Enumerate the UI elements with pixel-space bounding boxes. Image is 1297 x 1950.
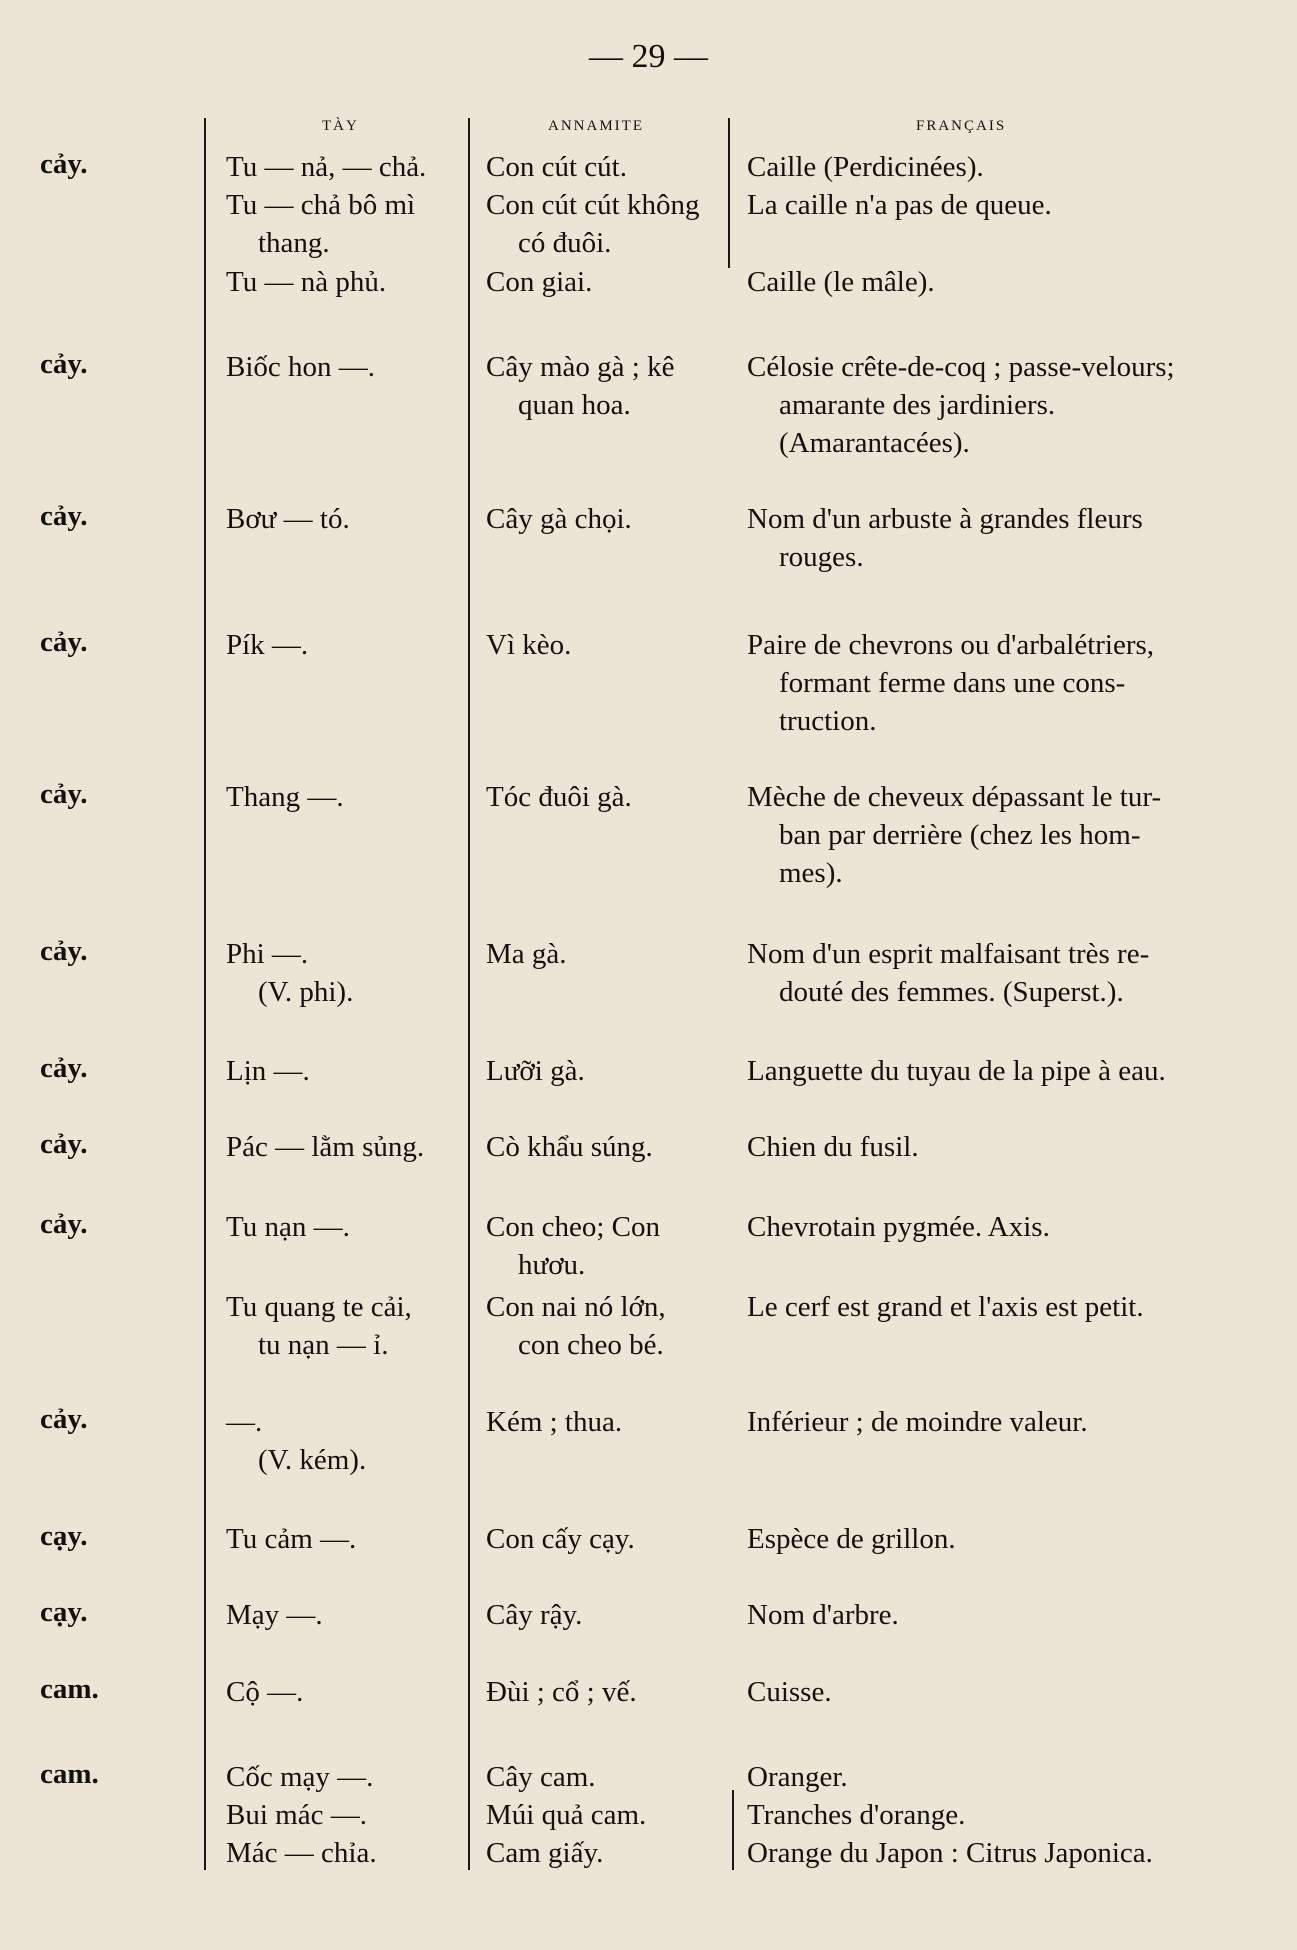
francais-cell xyxy=(747,1288,1247,1326)
francais-cell xyxy=(747,348,1247,462)
line-text: —. xyxy=(226,1406,263,1438)
francais-cell xyxy=(747,1758,1247,1796)
line-text: (V. kém). xyxy=(258,1444,367,1476)
tay-cell xyxy=(226,1834,471,1872)
annamite-cell xyxy=(486,778,731,816)
column-rule-right-bottom xyxy=(732,1790,734,1870)
tay-cell xyxy=(226,935,471,1011)
entry-headword: cảy. xyxy=(40,1052,88,1084)
line-text: Inférieur ; de moindre valeur. xyxy=(747,1406,1088,1438)
line-text: Lịn —. xyxy=(226,1055,310,1087)
tay-cell xyxy=(226,1520,471,1558)
line-text: Orange du Japon : Citrus Japonica. xyxy=(747,1837,1153,1869)
line-text: Nom d'un esprit malfaisant très re- xyxy=(747,938,1150,970)
line-text: Con cút cút. xyxy=(486,151,627,183)
line-text: Pík —. xyxy=(226,629,309,661)
column-rule-left xyxy=(204,118,206,1870)
tay-cell xyxy=(226,263,471,301)
line-text: (V. phi). xyxy=(258,976,354,1008)
francais-cell xyxy=(747,186,1247,224)
line-text: Chevrotain pygmée. Axis. xyxy=(747,1211,1050,1243)
line-text: Ma gà. xyxy=(486,938,567,970)
line-text: quan hoa. xyxy=(518,389,631,421)
line-text: Espèce de grillon. xyxy=(747,1523,956,1555)
line-text: Tu quang te cải, xyxy=(226,1291,412,1323)
annamite-cell xyxy=(486,1520,731,1558)
line-text: Cò khẩu súng. xyxy=(486,1131,653,1163)
annamite-cell xyxy=(486,500,731,538)
francais-cell xyxy=(747,263,1247,301)
line-text: Con cút cút không xyxy=(486,189,700,221)
line-text: Caille (le mâle). xyxy=(747,266,935,298)
line-text: Célosie crête-de-coq ; passe-velours; xyxy=(747,351,1175,383)
entry-headword: cạy. xyxy=(40,1520,88,1552)
annamite-cell xyxy=(486,1758,731,1796)
line-text: Cây mào gà ; kê xyxy=(486,351,675,383)
line-text: Con cấy cạy. xyxy=(486,1523,635,1555)
francais-cell xyxy=(747,1128,1247,1166)
tay-cell xyxy=(226,1052,471,1090)
entry-headword: cảy. xyxy=(40,348,88,380)
francais-cell xyxy=(747,1520,1247,1558)
line-text: con cheo bé. xyxy=(518,1329,664,1361)
francais-cell xyxy=(747,1208,1247,1246)
francais-cell xyxy=(747,935,1247,1011)
line-text: Con nai nó lớn, xyxy=(486,1291,666,1323)
line-text: mes). xyxy=(779,857,843,889)
entry-headword: cảy. xyxy=(40,148,88,180)
column-rule-right xyxy=(728,118,730,268)
tay-cell xyxy=(226,348,471,386)
line-text: Bơư — tó. xyxy=(226,503,350,535)
line-text: Phi —. xyxy=(226,938,309,970)
line-text: tu nạn — ỉ. xyxy=(258,1329,389,1361)
line-text: Tu — nà phủ. xyxy=(226,266,387,298)
line-text: Tu — chả bô mì xyxy=(226,189,416,221)
annamite-cell xyxy=(486,1128,731,1166)
line-text: Paire de chevrons ou d'arbalétriers, xyxy=(747,629,1155,661)
line-text: Cuisse. xyxy=(747,1676,832,1708)
tay-cell xyxy=(226,1403,471,1479)
annamite-cell xyxy=(486,148,731,186)
column-header-francais: FRANÇAIS xyxy=(916,118,1007,134)
annamite-cell xyxy=(486,626,731,664)
line-text: Tóc đuôi gà. xyxy=(486,781,632,813)
francais-cell xyxy=(747,500,1247,576)
line-text: Tu cảm —. xyxy=(226,1523,357,1555)
line-text: Tranches d'orange. xyxy=(747,1799,966,1831)
tay-cell xyxy=(226,626,471,664)
line-text: có đuôi. xyxy=(518,227,612,259)
tay-cell xyxy=(226,1208,471,1246)
line-text: Pác — lằm sủng. xyxy=(226,1131,425,1163)
line-text: formant ferme dans une cons- xyxy=(779,667,1126,699)
tay-cell xyxy=(226,500,471,538)
entry-headword: cam. xyxy=(40,1758,99,1790)
line-text: La caille n'a pas de queue. xyxy=(747,189,1052,221)
tay-cell xyxy=(226,148,471,186)
entry-headword: cạy. xyxy=(40,1596,88,1628)
annamite-cell xyxy=(486,1052,731,1090)
tay-cell xyxy=(226,1796,471,1834)
annamite-cell xyxy=(486,1796,731,1834)
line-text: Biốc hon —. xyxy=(226,351,376,383)
tay-cell xyxy=(226,1288,471,1364)
line-text: Nom d'arbre. xyxy=(747,1599,899,1631)
line-text: ban par derrière (chez les hom- xyxy=(779,819,1141,851)
line-text: rouges. xyxy=(779,541,864,573)
line-text: Mèche de cheveux dépassant le tur- xyxy=(747,781,1162,813)
line-text: hươu. xyxy=(518,1249,586,1281)
entry-headword: cam. xyxy=(40,1673,99,1705)
entry-headword: cảy. xyxy=(40,626,88,658)
line-text: Bui mác —. xyxy=(226,1799,367,1831)
line-text: Múi quả cam. xyxy=(486,1799,647,1831)
line-text: Caille (Perdicinées). xyxy=(747,151,984,183)
annamite-cell xyxy=(486,1834,731,1872)
line-text: Tu nạn —. xyxy=(226,1211,350,1243)
line-text: Cây cam. xyxy=(486,1761,596,1793)
line-text: Cây rậy. xyxy=(486,1599,583,1631)
line-text: Thang —. xyxy=(226,781,344,813)
francais-cell xyxy=(747,626,1247,740)
line-text: (Amarantacées). xyxy=(779,427,970,459)
tay-cell xyxy=(226,778,471,816)
annamite-cell xyxy=(486,935,731,973)
line-text: Kém ; thua. xyxy=(486,1406,623,1438)
entry-headword: cảy. xyxy=(40,935,88,967)
line-text: Mạy —. xyxy=(226,1599,323,1631)
line-text: Vì kèo. xyxy=(486,629,572,661)
tay-cell xyxy=(226,186,471,262)
line-text: truction. xyxy=(779,705,877,737)
line-text: Languette du tuyau de la pipe à eau. xyxy=(747,1055,1166,1087)
line-text: Cây gà chọi. xyxy=(486,503,632,535)
francais-cell xyxy=(747,1673,1247,1711)
annamite-cell xyxy=(486,1673,731,1711)
tay-cell xyxy=(226,1596,471,1634)
line-text: Con giai. xyxy=(486,266,593,298)
francais-cell xyxy=(747,1834,1247,1872)
line-text: Mác — chỉa. xyxy=(226,1837,377,1869)
line-text: Cộ —. xyxy=(226,1676,304,1708)
entry-headword: cảy. xyxy=(40,778,88,810)
annamite-cell xyxy=(486,348,731,424)
francais-cell xyxy=(747,778,1247,892)
entry-headword: cảy. xyxy=(40,1208,88,1240)
tay-cell xyxy=(226,1758,471,1796)
line-text: Lưỡi gà. xyxy=(486,1055,585,1087)
line-text: amarante des jardiniers. xyxy=(779,389,1056,421)
tay-cell xyxy=(226,1128,471,1166)
line-text: Chien du fusil. xyxy=(747,1131,919,1163)
line-text: Tu — nả, — chả. xyxy=(226,151,427,183)
column-header-annamite: ANNAMITE xyxy=(548,118,644,134)
line-text: douté des femmes. (Superst.). xyxy=(779,976,1124,1008)
line-text: Cốc mạy —. xyxy=(226,1761,374,1793)
annamite-cell xyxy=(486,186,731,262)
francais-cell xyxy=(747,1052,1247,1090)
annamite-cell xyxy=(486,1288,731,1364)
entry-headword: cảy. xyxy=(40,500,88,532)
line-text: Oranger. xyxy=(747,1761,848,1793)
francais-cell xyxy=(747,148,1247,186)
column-rule-middle xyxy=(468,118,470,1870)
annamite-cell xyxy=(486,263,731,301)
francais-cell xyxy=(747,1403,1247,1441)
annamite-cell xyxy=(486,1208,731,1284)
tay-cell xyxy=(226,1673,471,1711)
entry-headword: cảy. xyxy=(40,1403,88,1435)
francais-cell xyxy=(747,1596,1247,1634)
line-text: Con cheo; Con xyxy=(486,1211,660,1243)
line-text: Đùi ; cổ ; vế. xyxy=(486,1676,637,1708)
annamite-cell xyxy=(486,1596,731,1634)
column-header-tay: TÀY xyxy=(322,118,359,134)
annamite-cell xyxy=(486,1403,731,1441)
line-text: thang. xyxy=(258,227,330,259)
line-text: Nom d'un arbuste à grandes fleurs xyxy=(747,503,1143,535)
line-text: Le cerf est grand et l'axis est petit. xyxy=(747,1291,1144,1323)
entry-headword: cảy. xyxy=(40,1128,88,1160)
line-text: Cam giấy. xyxy=(486,1837,604,1869)
francais-cell xyxy=(747,1796,1247,1834)
page-number: — 29 — xyxy=(589,38,708,75)
